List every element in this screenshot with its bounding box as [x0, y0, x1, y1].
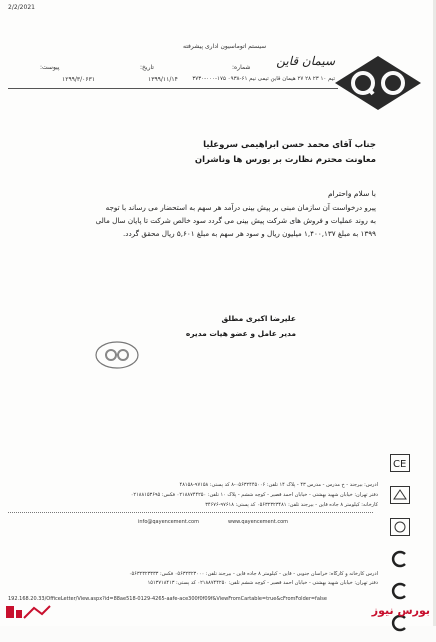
office-address: دفتر تهران: خیابان شهید بهشتی - خیابان احمد قصیر - کوچه ششم تلفن: ۰۲۱۸۸۷۴۴۲۵۰ کد پستی: ۱۵۱۳۷۱۸۴۱۳: [147, 580, 378, 586]
footer-email: info@qayencement.com: [138, 519, 199, 525]
date-value: ۱۳۹۹/۱۱/۱۴: [148, 76, 178, 83]
footer-divider: [8, 512, 373, 513]
greeting: با سلام واحترام: [327, 189, 376, 198]
company-stamp: [94, 340, 140, 370]
recipient-name: جناب آقای محمد حسن ابراهیمی سروعلیا: [203, 140, 376, 150]
system-title: سیستم اتوماسیون اداری پیشرفته: [183, 43, 267, 50]
certification-icon: [390, 518, 410, 536]
print-url: 192.168.20.33/OfficeLetter/View.aspx?id=88ae518-0129-4265-aafe-ace300f0f09f&ViewFromCartable=true&cFromFolder=false: [8, 596, 327, 602]
body-line: به روند عملیات و فروش های شرکت پیش بینی می گردد سود خالص شرکت تا پایان سال مالی: [95, 216, 376, 225]
header-divider: [8, 88, 338, 89]
company-name: سیمان قاین: [276, 54, 335, 68]
factory-address: آدرس کارخانه و کارگاه: خراسان جنوبی - قاین - کیلومتر ۸ جاده قاین - بیرجند تلفن: ۰۵۶۳۲۳۲۳۰۰۰ فکس: ۰۵۶۳۲۳۲۳۳۳۳: [128, 571, 378, 577]
attachment-label: پیوست:: [40, 64, 60, 71]
certification-icon: [390, 486, 410, 504]
qayen-logo: [333, 54, 423, 112]
number-value: ۱۲۹۹/۳/۰۶۳۱: [62, 76, 96, 83]
company-subtitle: تیم ۱۰ ۲۳ ۲۸ ۲۷ هیمان قاین تیمی نیم ۶۱-۰۹۳۸ ۱۷۵-۰۰۰-۳۷۳۰: [192, 76, 335, 82]
svg-text:CE: CE: [393, 459, 407, 470]
date-label: تاریخ:: [140, 64, 154, 71]
footer-address-line: آدرس: بیرجند - خ مدرس - مدرس ۴۳ - پلاک ۱۴ تلفن: ۰۵۶۳۲۴۴۵۰۰۶-۸ کد پستی: ۹۷۱۵۸-۴۸۱۵۸: [179, 482, 378, 488]
body-line: پیرو درخواست آن سازمان مبنی بر پیش بینی درآمد هر سهم به استحضار می رساند با توجه: [105, 203, 376, 212]
signer-title: مدیر عامل و عضو هیات مدیره: [185, 329, 296, 338]
bourse-news-watermark: بورس نیوز: [371, 604, 430, 617]
number-label: شماره:: [232, 64, 251, 71]
certification-icon: [390, 582, 410, 600]
body-line: ۱۳۹۹ به مبلغ ۱,۴۰۰,۱۳۷ میلیون ریال و سود هر سهم به مبلغ ۵,۶۰۱ ریال محقق گردد.: [122, 229, 376, 238]
footer-address-line: دفتر تهران: خیابان شهید بهشتی - خیابان احمد قصیر - کوچه ششم - پلاک ۱۰ تلفن: ۰۲۱۸۸۷۴۴۲۵۰ فکس: ۰۲۱۸۸۱۵۳۶۹۵: [130, 492, 378, 498]
certification-icon: [390, 550, 410, 568]
bourse-news-logo: [4, 602, 52, 622]
footer-address-line: کارخانه: کیلومتر ۸ جاده قاین - بیرجند تلفن: ۰۵۶۳۲۳۲۳۴۸۱ کد پستی: ۹۷۶۱۸-۳۴۶۷۶: [205, 502, 378, 508]
print-date: 2/2/2021: [8, 4, 35, 11]
signer-name: علیرضا اکبری مطلق: [221, 314, 296, 323]
footer-website: www.qayencement.com: [228, 519, 289, 525]
ce-mark-icon: [390, 454, 410, 472]
recipient-title: معاونت محترم نظارت بر بورس ها وناشران: [194, 155, 376, 165]
